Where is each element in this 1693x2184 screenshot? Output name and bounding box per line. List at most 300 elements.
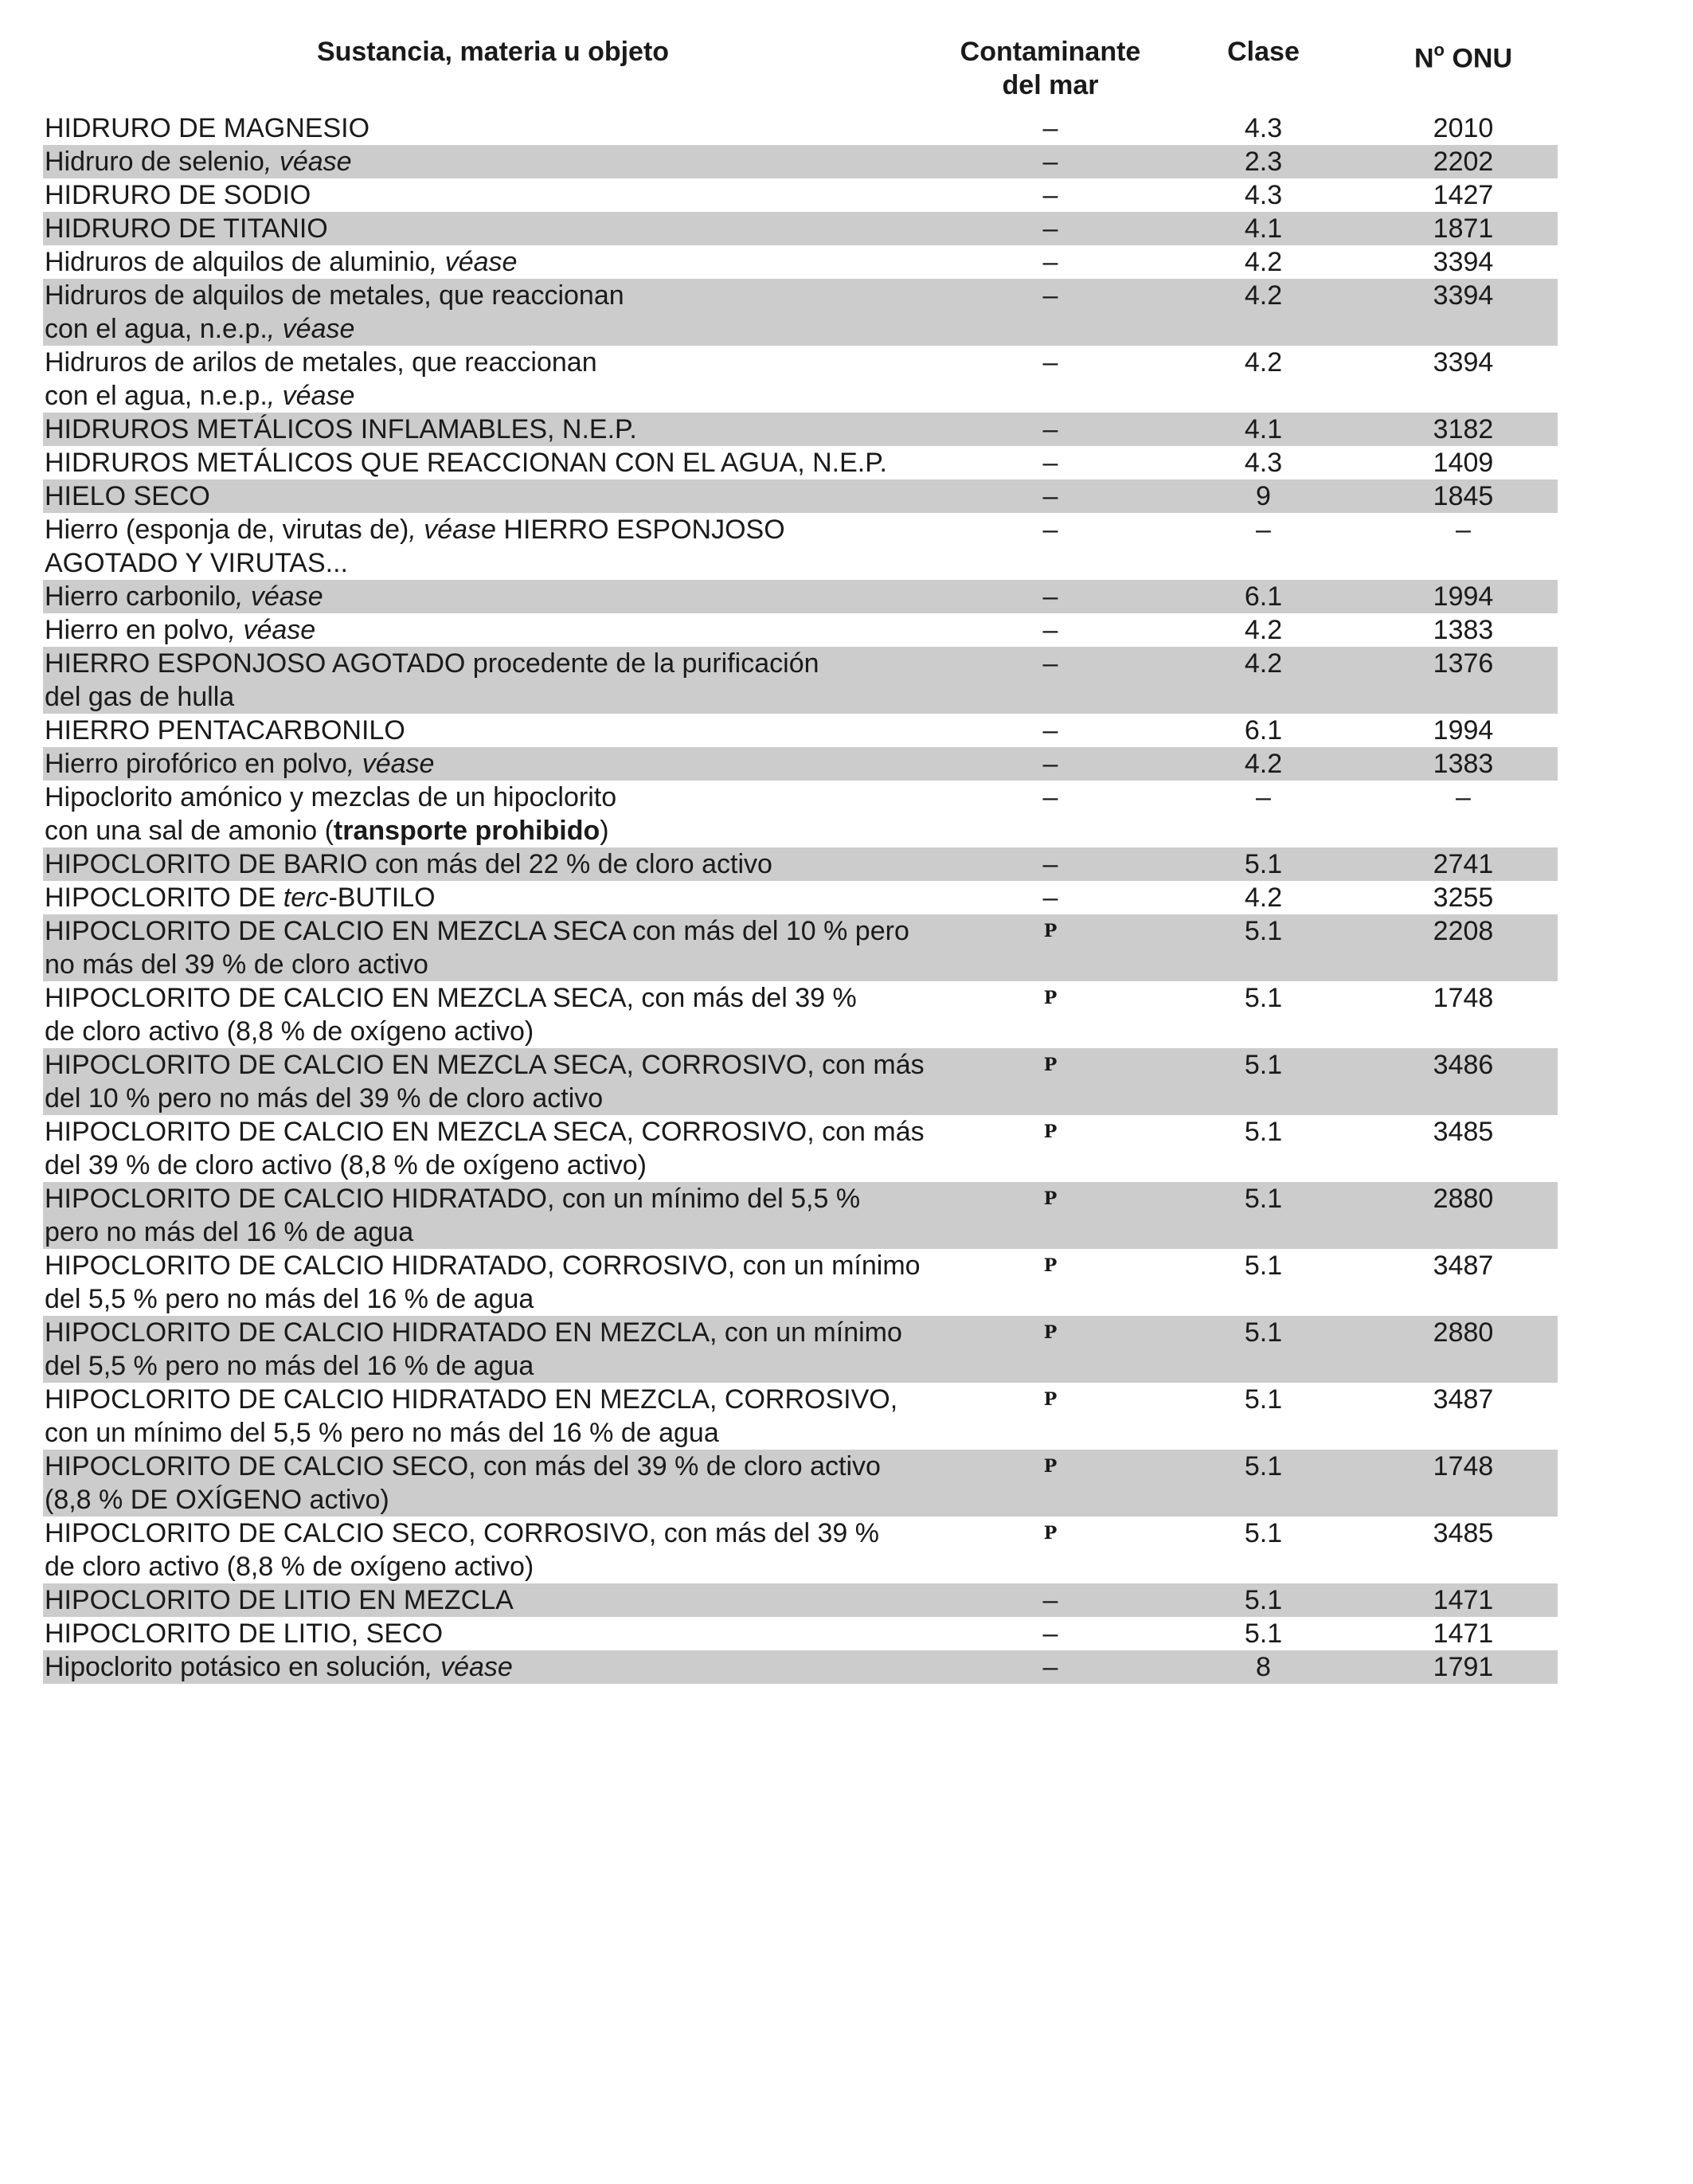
cell-class (1158, 1115, 1369, 1182)
cell-un-number-value: 3485 (1433, 1117, 1494, 1147)
cell-class (1158, 914, 1369, 981)
cell-marine-pollutant (943, 613, 1158, 647)
cell-class-value: – (1256, 515, 1271, 545)
cell-substance (43, 1383, 943, 1450)
substance-text: Hipoclorito amónico y mezclas de un hipoclorito (45, 782, 617, 812)
cell-un-number-value: 1471 (1433, 1585, 1494, 1615)
substance-line (45, 546, 943, 580)
cell-class (1158, 479, 1369, 513)
substance-text: transporte prohibido (333, 816, 600, 846)
substance-text: HIERRO PENTACARBONILO (45, 715, 405, 746)
cell-substance (43, 513, 943, 580)
substance-line (45, 145, 943, 178)
substance-line (45, 781, 943, 814)
header-substance: Sustancia, materia u objeto (316, 37, 670, 67)
cell-marine-pollutant-value: P (1043, 1322, 1058, 1343)
substance-line (45, 948, 943, 981)
cell-un-number-value: 1994 (1433, 581, 1494, 612)
cell-un-number (1369, 647, 1558, 714)
cell-marine-pollutant (943, 1048, 1158, 1115)
substance-table (43, 32, 1558, 1684)
cell-un-number-value: 3486 (1433, 1050, 1494, 1080)
substance-text: no más del 39 % de cloro activo (45, 949, 428, 980)
substance-line (45, 1149, 943, 1182)
cell-substance (43, 1617, 943, 1650)
cell-class (1158, 446, 1369, 479)
cell-class (1158, 112, 1369, 145)
substance-text: HIERRO ESPONJOSO AGOTADO procedente de la purificación (45, 648, 819, 679)
cell-marine-pollutant (943, 981, 1158, 1048)
substance-text: del 10 % pero no más del 39 % de cloro activo (45, 1083, 604, 1114)
cell-substance (43, 1450, 943, 1517)
table-row (43, 881, 1558, 914)
substance-text: HIPOCLORITO DE CALCIO EN MEZCLA SECA, con más del 39 % (45, 983, 857, 1013)
cell-class-value: 5.1 (1244, 1518, 1283, 1548)
cell-un-number (1369, 1048, 1558, 1115)
table-header (43, 32, 1558, 112)
table-row (43, 914, 1558, 981)
cell-class (1158, 1517, 1369, 1583)
cell-class (1158, 1450, 1369, 1517)
cell-un-number (1369, 1450, 1558, 1517)
cell-marine-pollutant-value: – (1042, 481, 1058, 511)
cell-class-value: 4.3 (1244, 113, 1283, 143)
substance-text: con el agua, n.e.p. (45, 314, 268, 344)
cell-substance (43, 112, 943, 145)
substance-text: pero no más del 16 % de agua (45, 1217, 414, 1247)
substance-line (45, 1483, 943, 1517)
table-row (43, 1249, 1558, 1316)
substance-line (45, 245, 943, 279)
substance-text: del 5,5 % pero no más del 16 % de agua (45, 1351, 534, 1381)
substance-text: HIPOCLORITO DE CALCIO EN MEZCLA SECA, CORROSIVO, con más (45, 1050, 925, 1080)
cell-marine-pollutant (943, 446, 1158, 479)
cell-un-number (1369, 279, 1558, 346)
cell-class-value: 4.3 (1244, 180, 1283, 210)
cell-un-number-value: – (1456, 515, 1471, 545)
cell-un-number (1369, 881, 1558, 914)
cell-substance (43, 613, 943, 647)
substance-text: HIERRO ESPONJOSO (495, 515, 785, 545)
cell-marine-pollutant-value: – (1042, 180, 1058, 210)
substance-line (45, 346, 943, 379)
cell-marine-pollutant-value: – (1042, 1585, 1058, 1615)
cell-marine-pollutant (943, 1316, 1158, 1383)
substance-text: HIPOCLORITO DE BARIO con más del 22 % de cloro activo (45, 849, 772, 879)
substance-text: HIDRURO DE TITANIO (45, 213, 328, 244)
cell-marine-pollutant-value: – (1042, 280, 1058, 311)
cell-substance (43, 914, 943, 981)
header-pollutant-line2: del mar (1002, 70, 1099, 100)
cell-class-value: 5.1 (1244, 916, 1283, 946)
substance-line (45, 1082, 943, 1115)
cell-marine-pollutant-value: – (1042, 581, 1058, 612)
cell-class-value: 6.1 (1244, 715, 1283, 746)
cell-marine-pollutant (943, 1617, 1158, 1650)
substance-text: HIPOCLORITO DE CALCIO HIDRATADO EN MEZCLA, CORROSIVO, (45, 1384, 898, 1415)
cell-substance (43, 178, 943, 212)
cell-marine-pollutant (943, 1115, 1158, 1182)
cell-un-number-value: 3487 (1433, 1384, 1494, 1415)
cell-class (1158, 1617, 1369, 1650)
cell-un-number (1369, 1517, 1558, 1583)
cell-substance (43, 279, 943, 346)
cell-un-number (1369, 212, 1558, 245)
cell-class-value: 5.1 (1244, 1317, 1283, 1348)
substance-text: HIPOCLORITO DE CALCIO HIDRATADO, con un mínimo del 5,5 % (45, 1184, 861, 1214)
substance-text: con el agua, n.e.p. (45, 381, 268, 411)
substance-text: , véase (267, 314, 355, 344)
table-row (43, 1583, 1558, 1617)
cell-marine-pollutant-value: P (1043, 988, 1058, 1008)
substance-text: HIPOCLORITO DE CALCIO EN MEZCLA SECA con más del 10 % pero (45, 916, 909, 946)
cell-class-value: 5.1 (1244, 1585, 1283, 1615)
cell-un-number-value: 1383 (1433, 615, 1494, 645)
table-row (43, 513, 1558, 580)
cell-marine-pollutant (943, 1450, 1158, 1517)
cell-class (1158, 1583, 1369, 1617)
substance-line (45, 379, 943, 413)
substance-text: HIDRUROS METÁLICOS INFLAMABLES, N.E.P. (45, 414, 637, 444)
cell-un-number (1369, 1182, 1558, 1249)
cell-un-number (1369, 479, 1558, 513)
substance-text: , véase (236, 581, 323, 612)
substance-text: Hidruro de selenio (45, 147, 264, 177)
cell-class (1158, 1182, 1369, 1249)
cell-un-number (1369, 446, 1558, 479)
cell-marine-pollutant-value: – (1042, 113, 1058, 143)
cell-un-number-value: 1427 (1433, 180, 1494, 210)
cell-un-number (1369, 747, 1558, 781)
substance-text: HIPOCLORITO DE (45, 883, 283, 913)
cell-marine-pollutant-value: – (1042, 515, 1058, 545)
cell-un-number (1369, 413, 1558, 446)
cell-un-number (1369, 346, 1558, 413)
table-row (43, 212, 1558, 245)
cell-class (1158, 1650, 1369, 1684)
substance-line (45, 647, 943, 680)
cell-un-number (1369, 1383, 1558, 1450)
substance-line (45, 613, 943, 647)
table-row (43, 714, 1558, 747)
substance-line (45, 1617, 943, 1650)
cell-class-value: 5.1 (1244, 1050, 1283, 1080)
cell-substance (43, 245, 943, 279)
substance-text: , véase (425, 1652, 513, 1682)
cell-marine-pollutant (943, 178, 1158, 212)
cell-marine-pollutant-value: P (1043, 921, 1058, 941)
cell-marine-pollutant (943, 479, 1158, 513)
substance-text: Hierro pirofórico en polvo (45, 749, 347, 779)
table-row (43, 580, 1558, 613)
cell-substance (43, 747, 943, 781)
substance-line (45, 1282, 943, 1316)
cell-marine-pollutant-value: – (1042, 883, 1058, 913)
substance-text: ) (600, 816, 609, 846)
substance-text: -BUTILO (328, 883, 436, 913)
cell-un-number (1369, 613, 1558, 647)
substance-line (45, 1550, 943, 1583)
cell-marine-pollutant (943, 1517, 1158, 1583)
header-marine-pollutant (943, 35, 1158, 102)
cell-substance (43, 413, 943, 446)
substance-text: , véase (267, 381, 355, 411)
cell-un-number (1369, 1115, 1558, 1182)
substance-text: Hidruros de alquilos de aluminio (45, 247, 430, 277)
substance-text: HIELO SECO (45, 481, 210, 511)
cell-marine-pollutant-value: – (1042, 648, 1058, 679)
cell-class-value: 5.1 (1244, 1384, 1283, 1415)
cell-marine-pollutant (943, 513, 1158, 580)
cell-marine-pollutant (943, 413, 1158, 446)
cell-substance (43, 847, 943, 881)
cell-substance (43, 1249, 943, 1316)
header-un-prefix: N (1413, 43, 1434, 74)
table-row (43, 1383, 1558, 1450)
table-row (43, 1450, 1558, 1517)
table-row (43, 847, 1558, 881)
cell-marine-pollutant-value: – (1042, 213, 1058, 244)
cell-un-number (1369, 847, 1558, 881)
cell-class-value: 4.3 (1244, 448, 1283, 478)
cell-un-number (1369, 245, 1558, 279)
cell-marine-pollutant-value: P (1043, 1523, 1058, 1544)
cell-un-number-value: 3485 (1433, 1518, 1494, 1548)
substance-text: con una sal de amonio ( (45, 816, 334, 846)
table-row (43, 413, 1558, 446)
table-row (43, 1115, 1558, 1182)
cell-class-value: 4.2 (1244, 615, 1283, 645)
cell-class-value: 5.1 (1244, 1117, 1283, 1147)
substance-text: HIPOCLORITO DE LITIO EN MEZCLA (45, 1585, 514, 1615)
substance-text: del 39 % de cloro activo (8,8 % de oxígeno activo) (45, 1150, 647, 1180)
substance-line (45, 413, 943, 446)
cell-un-number (1369, 714, 1558, 747)
substance-line (45, 1215, 943, 1249)
cell-un-number-value: 1471 (1433, 1618, 1494, 1649)
cell-substance (43, 1115, 943, 1182)
cell-un-number (1369, 981, 1558, 1048)
substance-line (45, 446, 943, 479)
cell-un-number-value: 3394 (1433, 247, 1494, 277)
cell-un-number-value: 3394 (1433, 347, 1494, 378)
table-row (43, 613, 1558, 647)
cell-un-number (1369, 1583, 1558, 1617)
substance-line (45, 1015, 943, 1048)
cell-un-number-value: 3182 (1433, 414, 1494, 444)
cell-marine-pollutant-value: – (1042, 1652, 1058, 1682)
cell-substance (43, 212, 943, 245)
cell-class-value: 4.1 (1244, 414, 1283, 444)
substance-text: terc (283, 883, 329, 913)
cell-class-value: 5.1 (1244, 1618, 1283, 1649)
cell-un-number (1369, 1617, 1558, 1650)
substance-text: , véase (429, 247, 518, 277)
cell-class-value: 2.3 (1244, 147, 1283, 177)
cell-substance (43, 1650, 943, 1684)
substance-text: de cloro activo (8,8 % de oxígeno activo) (45, 1016, 534, 1047)
substance-line (45, 1249, 943, 1282)
substance-text: HIPOCLORITO DE CALCIO SECO, con más del 39 % de cloro activo (45, 1451, 881, 1481)
cell-un-number-value: 2880 (1433, 1317, 1494, 1348)
cell-substance (43, 479, 943, 513)
cell-marine-pollutant-value: P (1043, 1188, 1058, 1209)
substance-line (45, 479, 943, 513)
table-row (43, 112, 1558, 145)
cell-class (1158, 747, 1369, 781)
cell-un-number-value: 1871 (1433, 213, 1494, 244)
cell-marine-pollutant-value: – (1042, 1618, 1058, 1649)
table-row (43, 1048, 1558, 1115)
cell-substance (43, 1517, 943, 1583)
substance-line (45, 279, 943, 312)
cell-un-number-value: 2010 (1433, 113, 1494, 143)
table-row (43, 647, 1558, 714)
substance-line (45, 814, 943, 847)
cell-class (1158, 1316, 1369, 1383)
cell-un-number (1369, 178, 1558, 212)
cell-class (1158, 847, 1369, 881)
substance-line (45, 981, 943, 1015)
cell-class (1158, 413, 1369, 446)
substance-line (45, 1048, 943, 1082)
substance-line (45, 212, 943, 245)
cell-substance (43, 1048, 943, 1115)
cell-marine-pollutant-value: – (1042, 615, 1058, 645)
substance-text: HIPOCLORITO DE LITIO, SECO (45, 1618, 444, 1649)
cell-substance (43, 446, 943, 479)
substance-text: , véase (346, 749, 435, 779)
cell-marine-pollutant (943, 1583, 1158, 1617)
cell-class (1158, 714, 1369, 747)
cell-un-number-value: 1409 (1433, 448, 1494, 478)
substance-line (45, 714, 943, 747)
cell-marine-pollutant (943, 346, 1158, 413)
table-row (43, 178, 1558, 212)
cell-class-value: 4.2 (1244, 247, 1283, 277)
cell-class-value: 4.2 (1244, 347, 1283, 378)
substance-line (45, 513, 943, 546)
header-un-number (1369, 35, 1558, 75)
cell-substance (43, 1316, 943, 1383)
substance-line (45, 178, 943, 212)
cell-marine-pollutant-value: P (1043, 1255, 1058, 1276)
substance-line (45, 112, 943, 145)
cell-un-number-value: 1791 (1433, 1652, 1494, 1682)
substance-text: del 5,5 % pero no más del 16 % de agua (45, 1284, 534, 1314)
cell-marine-pollutant (943, 914, 1158, 981)
cell-class (1158, 1048, 1369, 1115)
cell-class-value: 5.1 (1244, 1184, 1283, 1214)
table-row (43, 446, 1558, 479)
table-body (43, 112, 1558, 1684)
substance-text: AGOTADO Y VIRUTAS... (45, 548, 349, 578)
substance-text: , véase (264, 147, 352, 177)
substance-text: Hidruros de alquilos de metales, que reaccionan (45, 280, 624, 311)
cell-class (1158, 279, 1369, 346)
cell-marine-pollutant (943, 245, 1158, 279)
substance-text: con un mínimo del 5,5 % pero no más del 16 % de agua (45, 1418, 719, 1448)
cell-class (1158, 513, 1369, 580)
cell-class (1158, 981, 1369, 1048)
table-row (43, 981, 1558, 1048)
substance-text: del gas de hulla (45, 682, 235, 712)
cell-marine-pollutant (943, 580, 1158, 613)
cell-marine-pollutant-value: – (1042, 715, 1058, 746)
cell-class-value: 6.1 (1244, 581, 1283, 612)
cell-marine-pollutant-value: – (1042, 749, 1058, 779)
substance-line (45, 1517, 943, 1550)
substance-text: , véase (228, 615, 316, 645)
header-class: Clase (1227, 37, 1300, 67)
cell-substance (43, 714, 943, 747)
header-pollutant-line1: Contaminante (960, 37, 1141, 67)
table-row (43, 1182, 1558, 1249)
substance-line (45, 312, 943, 346)
cell-class-value: 4.2 (1244, 648, 1283, 679)
cell-marine-pollutant-value: P (1043, 1456, 1058, 1477)
substance-line (45, 1349, 943, 1383)
cell-marine-pollutant (943, 647, 1158, 714)
cell-un-number-value: 3394 (1433, 280, 1494, 311)
cell-un-number-value: 2880 (1433, 1184, 1494, 1214)
cell-marine-pollutant-value: – (1042, 849, 1058, 879)
cell-class (1158, 212, 1369, 245)
cell-un-number-value: – (1456, 782, 1471, 812)
cell-un-number (1369, 513, 1558, 580)
table-row (43, 1617, 1558, 1650)
cell-marine-pollutant (943, 212, 1158, 245)
cell-un-number-value: 3255 (1433, 883, 1494, 913)
cell-un-number-value: 1994 (1433, 715, 1494, 746)
cell-class (1158, 647, 1369, 714)
cell-un-number-value: 2202 (1433, 147, 1494, 177)
cell-substance (43, 881, 943, 914)
cell-marine-pollutant-value: P (1043, 1121, 1058, 1142)
substance-text: Hierro (esponja de, virutas de) (45, 515, 409, 545)
substance-line (45, 1583, 943, 1617)
cell-class-value: 5.1 (1244, 983, 1283, 1013)
cell-un-number (1369, 1650, 1558, 1684)
substance-text: (8,8 % DE OXÍGENO activo) (45, 1485, 389, 1515)
table-row (43, 1517, 1558, 1583)
table-row (43, 781, 1558, 847)
substance-line (45, 1450, 943, 1483)
cell-class (1158, 781, 1369, 847)
cell-un-number-value: 3487 (1433, 1251, 1494, 1281)
substance-text: de cloro activo (8,8 % de oxígeno activo) (45, 1552, 534, 1582)
substance-line (45, 1316, 943, 1349)
cell-un-number-value: 1383 (1433, 749, 1494, 779)
header-un-suffix: ONU (1445, 43, 1512, 74)
cell-substance (43, 1182, 943, 1249)
cell-marine-pollutant (943, 1383, 1158, 1450)
substance-line (45, 881, 943, 914)
cell-substance (43, 981, 943, 1048)
cell-class (1158, 1383, 1369, 1450)
substance-text: Hierro en polvo (45, 615, 229, 645)
table-row (43, 245, 1558, 279)
substance-text: Hipoclorito potásico en solución (45, 1652, 426, 1682)
cell-un-number-value: 2208 (1433, 916, 1494, 946)
cell-class (1158, 245, 1369, 279)
cell-un-number (1369, 914, 1558, 981)
cell-class (1158, 1249, 1369, 1316)
substance-line (45, 680, 943, 714)
cell-marine-pollutant-value: – (1042, 147, 1058, 177)
cell-substance (43, 145, 943, 178)
cell-marine-pollutant-value: P (1043, 1389, 1058, 1410)
